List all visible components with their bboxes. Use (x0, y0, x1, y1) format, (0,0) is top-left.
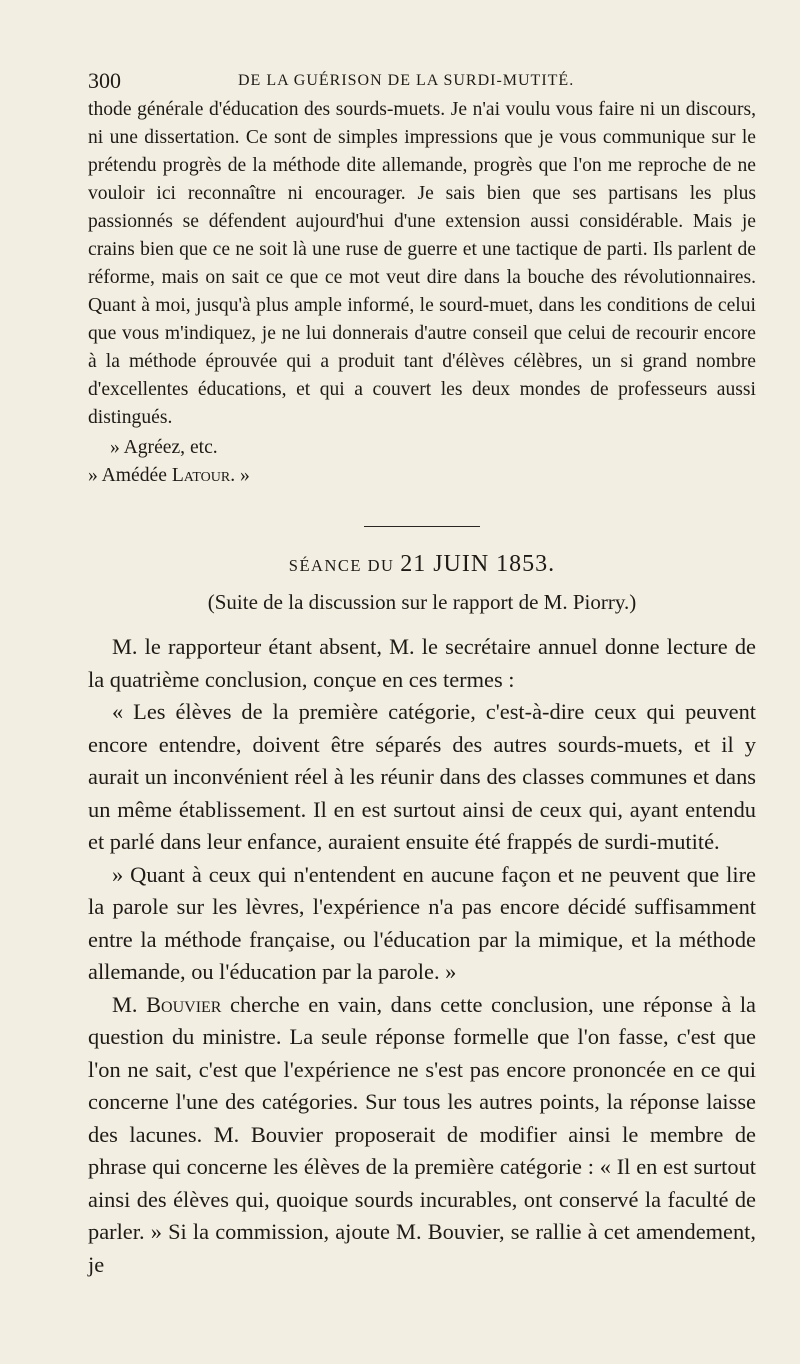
discussion-body (88, 631, 756, 1281)
page (88, 62, 756, 1281)
signature (88, 462, 756, 490)
body-paragraph: M. le rapporteur étant absent, M. le secrétaire annuel donne lecture de la quatrième conclusion, conçue en ces termes : (88, 634, 756, 692)
session-subtitle: (Suite de la discussion sur le rapport de M. Piorry.) (207, 590, 637, 614)
body-paragraph (88, 989, 756, 1282)
running-head: DE LA GUÉRISON DE LA SURDI-MUTITÉ. (238, 72, 575, 89)
page-header (88, 62, 756, 96)
body-paragraph: « Les élèves de la première catégorie, c'est-à-dire ceux qui peuvent encore entendre, doivent être séparés des autres sourds-muets, et il y aurait un inconvénient réel à les réunir dans des classes communes et dans un même établissement. Il en est surtout ainsi de ceux qui, ayant entendu et parlé dans leur enfance, auraient ensuite été frappés de surdi-mutité. (88, 699, 756, 854)
letter-paragraph: thode générale d'éducation des sourds-muets. Je n'ai voulu vous faire ni un discours, ni une dissertation. Ce sont de simples impressions que je vous communique sur le prétendu progrès de la méthode dite allemande, progrès que l'on me reproche de ne vouloir ici reconnaître ni encourager. Je sais bien que ses partisans les plus passionnés se défendent aujourd'hui d'une extension aussi considérable. Mais je crains bien que ce ne soit là une ruse de guerre et une tactique de parti. Ils parlent de réforme, mais on sait ce que ce mot veut dire dans la bouche des révolutionnaires. Quant à moi, jusqu'à plus ample informé, le sourd-muet, dans les conditions de celui que vous m'indiquez, je ne lui donnerais d'autre conseil que celui de recourir encore à la méthode éprouvée qui a produit tant d'élèves célèbres, un si grand nombre d'excellentes éducations, et qui a couvert les deux mondes de professeurs aussi distingués. (88, 99, 756, 428)
letter-closing: » Agréez, etc. (110, 437, 218, 458)
session-prefix: SÉANCE DU (288, 556, 395, 575)
signature-prefix: » Amédée (88, 465, 167, 486)
signature-suffix: . » (230, 465, 250, 486)
letter-section (88, 96, 756, 490)
speaker-prefix: M. (112, 991, 138, 1017)
session-date: 21 JUIN 1853. (400, 551, 556, 577)
page-number: 300 (88, 68, 121, 93)
section-divider (364, 526, 480, 527)
session-heading (88, 551, 756, 578)
signature-name: Latour (171, 465, 231, 486)
speaker-text: cherche en vain, dans cette conclusion, une réponse à la question du ministre. La seule réponse formelle que l'on fasse, c'est que l'on ne sait, c'est que l'expérience ne s'est pas encore prononcée en ce qui concerne l'une des catégories. Sur tous les autres points, la réponse laisse des lacunes. M. Bouvier proposerait de modifier ainsi le membre de phrase qui concerne les élèves de la première catégorie : « Il en est surtout ainsi des élèves qui, quoique sourds incurables, ont conservé la faculté de parler. » Si la commission, ajoute M. Bouvier, se rallie à cet amendement, je (88, 991, 756, 1277)
body-paragraph: » Quant à ceux qui n'entendent en aucune façon et ne peuvent que lire la parole sur les lèvres, l'expérience n'a pas encore décidé suffisamment entre la méthode française, ou l'éducation par la mimique, et la méthode allemande, ou l'éducation par la parole. » (88, 861, 756, 984)
speaker-name: Bouvier (146, 991, 222, 1017)
